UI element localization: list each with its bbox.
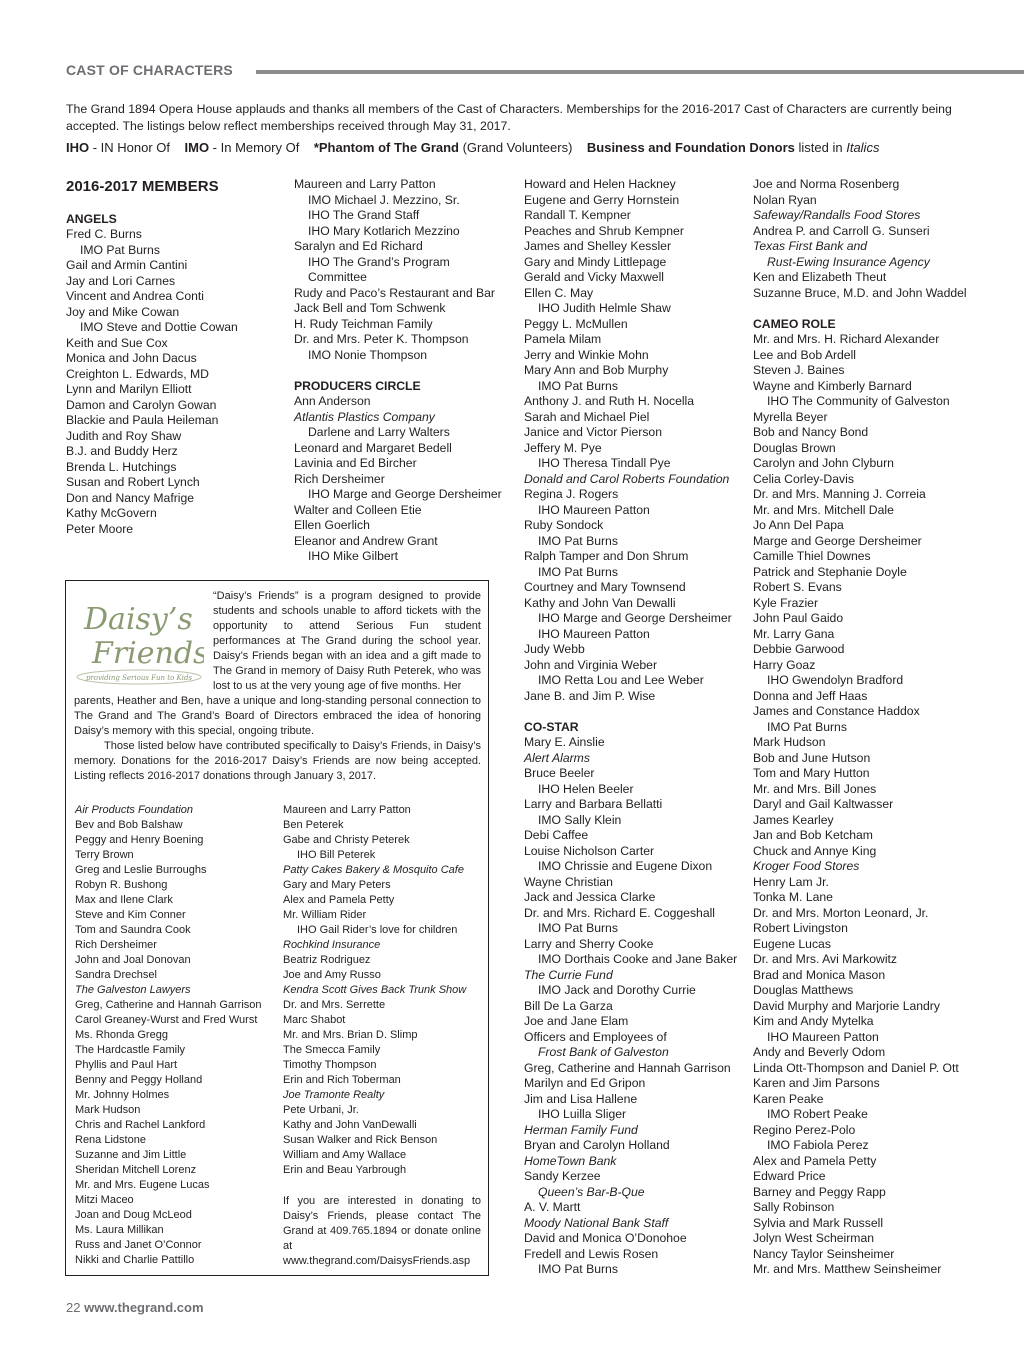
legend-iho-text: - IN Honor Of xyxy=(89,140,171,155)
member-entry: Bev and Bob Balshaw xyxy=(75,819,183,831)
tribute-line: IMO Pat Burns xyxy=(80,242,160,257)
member-entry: Russ and Janet O’Connor xyxy=(75,1239,202,1251)
tribute-line: IHO Maureen Patton xyxy=(538,626,650,641)
member-entry: Kathy McGovern xyxy=(66,506,157,520)
section-heading: CO-STAR xyxy=(524,719,579,734)
member-entry: Patty Cakes Bakery & Mosquito Cafe xyxy=(283,864,464,876)
member-entry: Sylvia and Mark Russell xyxy=(753,1215,884,1230)
member-entry: Peggy L. McMullen xyxy=(524,316,628,331)
member-entry: Susan Walker and Rick Benson xyxy=(283,1134,438,1146)
tribute-line: IHO Helen Beeler xyxy=(538,781,634,796)
member-entry: Celia Corley-Davis xyxy=(753,471,854,486)
daisy-donor-list-right xyxy=(283,803,483,1178)
member-entry: Bob and Nancy Bond xyxy=(753,425,869,439)
member-entry: Ken and Elizabeth Theut xyxy=(753,270,887,284)
member-entry: Kim and Andy Mytelka xyxy=(753,1014,874,1028)
tribute-line: IHO Bill Peterek xyxy=(297,849,376,861)
member-entry: Chuck and Annye King xyxy=(753,843,877,858)
member-entry: Gabe and Christy Peterek xyxy=(283,834,410,846)
member-entry: Sandy Kerzee xyxy=(524,1169,601,1183)
member-entry: Max and Ilene Clark xyxy=(75,894,173,906)
legend-iho: IHO xyxy=(66,140,90,155)
member-entry: Sarah and Michael Piel xyxy=(524,409,650,424)
member-entry: Myrella Beyer xyxy=(753,409,828,424)
member-entry: Eleanor and Andrew Grant xyxy=(294,533,438,548)
member-entry: Mark Hudson xyxy=(753,735,826,749)
member-entry: Robert Livingston xyxy=(753,921,848,935)
member-entry: Brad and Monica Mason xyxy=(753,967,886,982)
member-entry: Alex and Pamela Petty xyxy=(283,894,395,906)
spacer xyxy=(524,704,746,720)
member-entry: Suzanne Bruce, M.D. and John Waddel xyxy=(753,285,967,300)
tribute-line: IHO Mary Kotlarich Mezzino xyxy=(308,223,460,238)
member-entry: Ms. Laura Millikan xyxy=(75,1224,164,1236)
member-entry: Ellen Goerlich xyxy=(294,518,370,532)
legend-imo-text: - In Memory Of xyxy=(209,140,300,155)
member-entry: Lee and Bob Ardell xyxy=(753,347,856,362)
member-entry: Gerald and Vicky Maxwell xyxy=(524,270,664,284)
member-entry: Karen and Jim Parsons xyxy=(753,1076,880,1090)
tribute-line: IMO Pat Burns xyxy=(538,533,618,548)
member-entry: Mr. William Rider xyxy=(283,909,367,921)
member-entry: Dr. and Mrs. Manning J. Correia xyxy=(753,487,926,501)
member-entry: Daryl and Gail Kaltwasser xyxy=(753,797,894,811)
member-entry: Larry and Sherry Cooke xyxy=(524,936,654,951)
member-entry: Sandra Drechsel xyxy=(75,969,157,981)
member-entry: Fredell and Lewis Rosen xyxy=(524,1246,659,1261)
tribute-line: IHO The Community of Galveston xyxy=(767,394,950,408)
member-entry: Rich Dersheimer xyxy=(75,939,157,951)
intro-paragraph: The Grand 1894 Opera House applauds and thanks all members of the Cast of Characters. Memberships for the 2016-2017 Cast of Characters are currently being accepted. The listings below reflect memberships received through May 31, 2017. xyxy=(66,102,952,133)
member-entry: Mr. and Mrs. Bill Jones xyxy=(753,781,877,796)
tribute-line: IHO The Grand’s Program xyxy=(308,254,450,269)
member-entry: Jo Ann Del Papa xyxy=(753,518,844,532)
section-heading: CAMEO ROLE xyxy=(753,316,836,331)
member-entry: Henry Lam Jr. xyxy=(753,874,829,889)
tribute-line: IHO The Grand Staff xyxy=(308,208,420,222)
legend-phantom: *Phantom of The Grand xyxy=(313,140,459,155)
member-entry: Joe Tramonte Realty xyxy=(283,1089,385,1101)
legend-business: Business and Foundation Donors xyxy=(586,140,795,155)
member-entry: Kroger Food Stores xyxy=(753,859,860,873)
member-entry: Alex and Pamela Petty xyxy=(753,1153,877,1168)
members-column-2 xyxy=(294,177,509,565)
tribute-line: IHO Gail Rider’s love for children xyxy=(297,924,458,936)
member-entry: Lynn and Marilyn Elliott xyxy=(66,382,192,396)
member-entry: Beatriz Rodriguez xyxy=(283,954,371,966)
member-entry: Air Products Foundation xyxy=(75,804,194,816)
member-entry: Rudy and Paco’s Restaurant and Bar xyxy=(294,285,495,300)
tribute-line: Rust-Ewing Insurance Agency xyxy=(767,254,930,269)
member-entry: Leonard and Margaret Bedell xyxy=(294,440,452,455)
member-entry: Harry Goaz xyxy=(753,657,816,672)
spacer xyxy=(294,363,509,379)
member-entry: Mary Ann and Bob Murphy xyxy=(524,363,669,377)
member-entry: Nikki and Charlie Pattillo xyxy=(75,1254,195,1266)
member-entry: Louise Nicholson Carter xyxy=(524,843,655,858)
tribute-line: IHO Maureen Patton xyxy=(538,502,650,517)
member-entry: Bruce Beeler xyxy=(524,766,595,780)
member-entry: Monica and John Dacus xyxy=(66,351,197,365)
member-entry: HomeTown Bank xyxy=(524,1153,617,1168)
tribute-line: Committee xyxy=(308,270,367,284)
tribute-line: IHO Luilla Sliger xyxy=(538,1107,627,1121)
member-entry: Moody National Bank Staff xyxy=(524,1215,669,1230)
member-entry: James and Constance Haddox xyxy=(753,704,920,718)
member-entry: Dr. and Mrs. Morton Leonard, Jr. xyxy=(753,905,929,920)
member-entry: John Paul Gaido xyxy=(753,611,844,625)
member-entry: Donna and Jeff Haas xyxy=(753,688,868,703)
page-footer xyxy=(66,1300,204,1315)
tribute-line: IHO Judith Helmle Shaw xyxy=(538,301,671,315)
tribute-line: IMO Retta Lou and Lee Weber xyxy=(538,673,704,687)
member-entry: Robert S. Evans xyxy=(753,580,842,594)
member-entry: The Currie Fund xyxy=(524,967,613,982)
members-heading: 2016-2017 MEMBERS xyxy=(66,178,219,195)
tribute-line: IMO Michael J. Mezzino, Sr. xyxy=(308,192,460,207)
member-entry: Joe and Jane Elam xyxy=(524,1014,629,1028)
tribute-line: Queen’s Bar-B-Que xyxy=(538,1184,645,1199)
member-entry: Jack and Jessica Clarke xyxy=(524,890,656,904)
tribute-line: IMO Pat Burns xyxy=(538,564,618,579)
members-column-1 xyxy=(66,178,276,537)
member-entry: Peaches and Shrub Kempner xyxy=(524,223,684,238)
member-entry: Robyn R. Bushong xyxy=(75,879,168,891)
member-entry: Rich Dersheimer xyxy=(294,471,385,486)
member-entry: Keith and Sue Cox xyxy=(66,335,168,350)
member-entry: Atlantis Plastics Company xyxy=(294,409,435,424)
member-entry: The Smecca Family xyxy=(283,1044,381,1056)
tribute-line: IMO Pat Burns xyxy=(538,1262,618,1276)
member-entry: Steven J. Baines xyxy=(753,363,845,377)
daisys-friends-box xyxy=(65,580,489,1276)
member-entry: Nancy Taylor Seinsheimer xyxy=(753,1246,895,1261)
member-entry: Carolyn and John Clyburn xyxy=(753,456,894,470)
member-entry: Lavinia and Ed Bircher xyxy=(294,456,417,470)
tribute-line: IMO Robert Peake xyxy=(767,1107,868,1121)
member-entry: Saralyn and Ed Richard xyxy=(294,239,423,253)
member-entry: Wayne and Kimberly Barnard xyxy=(753,378,912,393)
member-entry: Courtney and Mary Townsend xyxy=(524,580,686,594)
member-entry: Bob and June Hutson xyxy=(753,750,871,765)
member-entry: Patrick and Stephanie Doyle xyxy=(753,564,907,579)
member-entry: Ms. Rhonda Gregg xyxy=(75,1029,168,1041)
member-entry: Camille Thiel Downes xyxy=(753,549,871,563)
member-entry: Steve and Kim Conner xyxy=(75,909,186,921)
member-entry: Jan and Bob Ketcham xyxy=(753,828,873,842)
legend-line xyxy=(66,140,1006,155)
member-entry: H. Rudy Teichman Family xyxy=(294,316,433,331)
member-entry: Barney and Peggy Rapp xyxy=(753,1184,886,1199)
member-entry: Greg, Catherine and Hannah Garrison xyxy=(75,999,262,1011)
member-entry: Kendra Scott Gives Back Trunk Show xyxy=(283,984,467,996)
member-entry: Pete Urbani, Jr. xyxy=(283,1104,359,1116)
member-entry: Mr. and Mrs. Matthew Seinsheimer xyxy=(753,1262,942,1276)
member-entry: Ben Peterek xyxy=(283,819,344,831)
member-entry: A. V. Martt xyxy=(524,1200,581,1214)
tribute-line: IMO Pat Burns xyxy=(538,921,618,935)
member-entry: Mr. Larry Gana xyxy=(753,626,835,641)
member-entry: Eugene Lucas xyxy=(753,936,831,951)
member-entry: Phyllis and Paul Hart xyxy=(75,1059,178,1071)
member-entry: Edward Price xyxy=(753,1169,826,1183)
member-entry: Brenda L. Hutchings xyxy=(66,459,177,474)
member-entry: Maureen and Larry Patton xyxy=(283,804,411,816)
member-entry: Fred C. Burns xyxy=(66,227,142,241)
member-entry: Joe and Amy Russo xyxy=(283,969,381,981)
member-entry: Marc Shabot xyxy=(283,1014,346,1026)
member-entry: Chris and Rachel Lankford xyxy=(75,1119,206,1131)
member-entry: The Hardcastle Family xyxy=(75,1044,186,1056)
tribute-line: IHO Maureen Patton xyxy=(767,1029,879,1044)
tribute-line: IMO Chrissie and Eugene Dixon xyxy=(538,859,713,873)
tribute-line: IMO Sally Klein xyxy=(538,812,622,827)
member-entry: Maureen and Larry Patton xyxy=(294,177,436,191)
member-entry: James and Shelley Kessler xyxy=(524,239,671,253)
member-entry: David Murphy and Marjorie Landry xyxy=(753,998,940,1013)
member-entry: William and Amy Wallace xyxy=(283,1149,407,1161)
logo-word-daisys: Daisy’s xyxy=(84,602,193,637)
member-entry: Bill De La Garza xyxy=(524,998,613,1013)
member-entry: Pamela Milam xyxy=(524,332,602,346)
member-entry: Jeffery M. Pye xyxy=(524,440,602,455)
member-entry: Marilyn and Ed Gripon xyxy=(524,1076,646,1090)
member-entry: Debi Caffee xyxy=(524,828,589,842)
member-entry: Gary and Mindy Littlepage xyxy=(524,254,667,269)
tribute-line: IHO Marge and George Dersheimer xyxy=(538,611,732,625)
member-entry: Mr. and Mrs. Eugene Lucas xyxy=(75,1179,210,1191)
member-entry: Ellen C. May xyxy=(524,285,594,300)
member-entry: Rochkind Insurance xyxy=(283,939,381,951)
daisy-intro-top: “Daisy’s Friends” is a program designed to provide students and schools unable to afford tickets with the opportunity to attend Serious Fun student performances at The Grand during the school year. Daisy’s Friends began with an idea and a gift made to The Grand in memory of Daisy Ruth Peterek, who was lost to us at the very young age of five months. Her xyxy=(213,590,481,692)
member-entry: Jolyn West Scheirman xyxy=(753,1231,875,1245)
member-entry: Anthony J. and Ruth H. Nocella xyxy=(524,394,695,408)
logo-tagline: providing Serious Fun to Kids xyxy=(85,674,193,682)
member-entry: Jim and Lisa Hallene xyxy=(524,1091,638,1106)
member-entry: Larry and Barbara Bellatti xyxy=(524,797,663,811)
member-entry: Damon and Carolyn Gowan xyxy=(66,397,217,412)
member-entry: Eugene and Gerry Hornstein xyxy=(524,192,680,207)
member-entry: Mark Hudson xyxy=(75,1104,141,1116)
tribute-line: IMO Pat Burns xyxy=(538,378,618,393)
member-entry: Mary E. Ainslie xyxy=(524,735,605,749)
tribute-line: IMO Dorthais Cooke and Jane Baker xyxy=(538,952,738,966)
member-entry: Judy Webb xyxy=(524,642,585,656)
member-entry: Kyle Frazier xyxy=(753,595,819,610)
member-entry: Howard and Helen Hackney xyxy=(524,177,676,191)
spacer xyxy=(753,301,1019,317)
member-entry: Douglas Brown xyxy=(753,440,836,455)
member-entry: Linda Ott-Thompson and Daniel P. Ott xyxy=(753,1060,959,1075)
header-rule xyxy=(256,70,1024,74)
tribute-line: Darlene and Larry Walters xyxy=(308,425,450,439)
member-entry: Terry Brown xyxy=(75,849,134,861)
member-entry: Greg, Catherine and Hannah Garrison xyxy=(524,1060,731,1075)
tribute-line: IHO Gwendolyn Bradford xyxy=(767,673,904,687)
member-entry: Dr. and Mrs. Peter K. Thompson xyxy=(294,332,469,346)
site-url: www.thegrand.com xyxy=(84,1300,204,1315)
member-entry: Mr. and Mrs. Brian D. Slimp xyxy=(283,1029,418,1041)
member-entry: Tonka M. Lane xyxy=(753,890,833,904)
tribute-line: IMO Pat Burns xyxy=(767,719,847,734)
member-entry: Jay and Lori Carnes xyxy=(66,273,176,288)
member-entry: John and Joal Donovan xyxy=(75,954,191,966)
member-entry: Don and Nancy Mafrige xyxy=(66,490,195,505)
member-entry: Joan and Doug McLeod xyxy=(75,1209,192,1221)
member-entry: Gail and Armin Cantini xyxy=(66,258,188,272)
member-entry: John and Virginia Weber xyxy=(524,657,658,672)
tribute-line: IMO Nonie Thompson xyxy=(308,347,427,362)
tribute-line: IMO Fabiola Perez xyxy=(767,1138,869,1152)
legend-business-text: listed in xyxy=(794,140,847,155)
page-number: 22 xyxy=(66,1300,81,1315)
member-entry: Donald and Carol Roberts Foundation xyxy=(524,471,730,486)
member-entry: Nolan Ryan xyxy=(753,192,817,207)
section-heading: PRODUCERS CIRCLE xyxy=(294,378,421,393)
legend-italics: Italics xyxy=(846,140,880,155)
member-entry: Andy and Beverly Odom xyxy=(753,1045,886,1059)
daisy-donations-note: Those listed below have contributed specifically to Daisy’s Friends, in Daisy’s memory. Donations for the 2016-2017 Daisy’s Friends are now being accepted. Listing reflects 2016-2017 donations through January 3, 2017. xyxy=(74,740,481,782)
member-entry: Douglas Matthews xyxy=(753,983,854,997)
member-entry: Susan and Robert Lynch xyxy=(66,475,200,489)
daisy-donor-list-left xyxy=(75,803,275,1268)
member-entry: Randall T. Kempner xyxy=(524,208,631,222)
member-entry: Dr. and Mrs. Avi Markowitz xyxy=(753,952,898,966)
tribute-line: Frost Bank of Galveston xyxy=(538,1045,669,1059)
member-entry: Mr. and Mrs. H. Richard Alexander xyxy=(753,332,940,346)
member-entry: James Kearley xyxy=(753,812,834,827)
member-entry: The Galveston Lawyers xyxy=(75,984,191,996)
member-entry: Carol Greaney-Wurst and Fred Wurst xyxy=(75,1014,258,1026)
member-entry: Regino Perez-Polo xyxy=(753,1122,856,1137)
section-title: CAST OF CHARACTERS xyxy=(66,62,233,78)
member-entry: Kathy and John Van Dewalli xyxy=(524,595,676,610)
member-entry: Timothy Thompson xyxy=(283,1059,377,1071)
member-entry: Jane B. and Jim P. Wise xyxy=(524,688,656,703)
member-entry: Mr. Johnny Holmes xyxy=(75,1089,170,1101)
member-entry: Jack Bell and Tom Schwenk xyxy=(294,301,446,315)
member-entry: Blackie and Paula Heileman xyxy=(66,413,219,427)
member-entry: Texas First Bank and xyxy=(753,239,868,253)
member-entry: Vincent and Andrea Conti xyxy=(66,289,205,303)
member-entry: Tom and Mary Hutton xyxy=(753,766,870,780)
member-entry: Peter Moore xyxy=(66,521,134,536)
member-entry: Kathy and John VanDewalli xyxy=(283,1119,417,1131)
member-entry: Officers and Employees of xyxy=(524,1029,667,1044)
member-entry: Ann Anderson xyxy=(294,394,371,408)
member-entry: B.J. and Buddy Herz xyxy=(66,444,178,458)
member-entry: Karen Peake xyxy=(753,1091,824,1106)
member-entry: Janice and Victor Pierson xyxy=(524,425,662,439)
member-entry: Rena Lidstone xyxy=(75,1134,146,1146)
member-entry: Ruby Sondock xyxy=(524,518,604,532)
member-entry: Jerry and Winkie Mohn xyxy=(524,347,649,362)
tribute-line: IHO Theresa Tindall Pye xyxy=(538,456,671,470)
member-entry: Dr. and Mrs. Richard E. Coggeshall xyxy=(524,905,716,920)
member-entry: Debbie Garwood xyxy=(753,642,845,656)
spacer xyxy=(66,196,276,212)
member-entry: Dr. and Mrs. Serrette xyxy=(283,999,386,1011)
member-entry: Creighton L. Edwards, MD xyxy=(66,366,209,381)
member-entry: Andrea P. and Carroll G. Sunseri xyxy=(753,223,930,238)
daisy-intro-bottom: parents, Heather and Ben, have a unique and long-standing personal connection to The Grand and The Grand’s Board of Directors embraced the idea of honoring Daisy’s memory with this special, ongoing tribute. xyxy=(74,695,481,737)
tribute-line: IMO Jack and Dorothy Currie xyxy=(538,983,696,997)
member-entry: Ralph Tamper and Don Shrum xyxy=(524,549,689,563)
member-entry: Peggy and Henry Boening xyxy=(75,834,204,846)
member-entry: Joy and Mike Cowan xyxy=(66,304,180,319)
legend-imo: IMO xyxy=(184,140,210,155)
daisy-donate-info: If you are interested in donating to Daisy’s Friends, please contact The Grand at 409.765.1894 or donate online at www.thegrand.com/DaisysFriends.asp xyxy=(283,1195,481,1267)
member-entry: Tom and Saundra Cook xyxy=(75,924,191,936)
member-entry: Greg and Leslie Burroughs xyxy=(75,864,207,876)
member-entry: Alert Alarms xyxy=(524,750,590,765)
member-entry: Safeway/Randalls Food Stores xyxy=(753,208,921,222)
tribute-line: IHO Marge and George Dersheimer xyxy=(308,487,502,501)
member-entry: Wayne Christian xyxy=(524,874,613,889)
member-entry: Sheridan Mitchell Lorenz xyxy=(75,1164,197,1176)
member-entry: Marge and George Dersheimer xyxy=(753,533,922,548)
member-entry: Judith and Roy Shaw xyxy=(66,428,182,443)
logo-word-friends: Friends xyxy=(92,636,204,671)
tribute-line: IMO Steve and Dottie Cowan xyxy=(80,320,238,334)
members-column-3 xyxy=(524,177,746,1278)
section-heading: ANGELS xyxy=(66,211,117,226)
member-entry: Walter and Colleen Etie xyxy=(294,502,422,517)
member-entry: Regina J. Rogers xyxy=(524,487,619,501)
member-entry: Mitzi Maceo xyxy=(75,1194,134,1206)
legend-phantom-text: (Grand Volunteers) xyxy=(458,140,573,155)
member-entry: Herman Family Fund xyxy=(524,1122,638,1137)
member-entry: Erin and Beau Yarbrough xyxy=(283,1164,407,1176)
member-entry: Sally Robinson xyxy=(753,1200,835,1214)
member-entry: Joe and Norma Rosenberg xyxy=(753,177,900,191)
member-entry: Gary and Mary Peters xyxy=(283,879,391,891)
daisys-friends-logo xyxy=(74,591,204,691)
tribute-line: IHO Mike Gilbert xyxy=(308,549,399,563)
member-entry: David and Monica O’Donohoe xyxy=(524,1231,687,1245)
member-entry: Suzanne and Jim Little xyxy=(75,1149,187,1161)
member-entry: Benny and Peggy Holland xyxy=(75,1074,203,1086)
member-entry: Bryan and Carolyn Holland xyxy=(524,1138,670,1152)
members-column-4 xyxy=(753,177,1019,1278)
member-entry: Erin and Rich Toberman xyxy=(283,1074,401,1086)
member-entry: Mr. and Mrs. Mitchell Dale xyxy=(753,502,894,517)
